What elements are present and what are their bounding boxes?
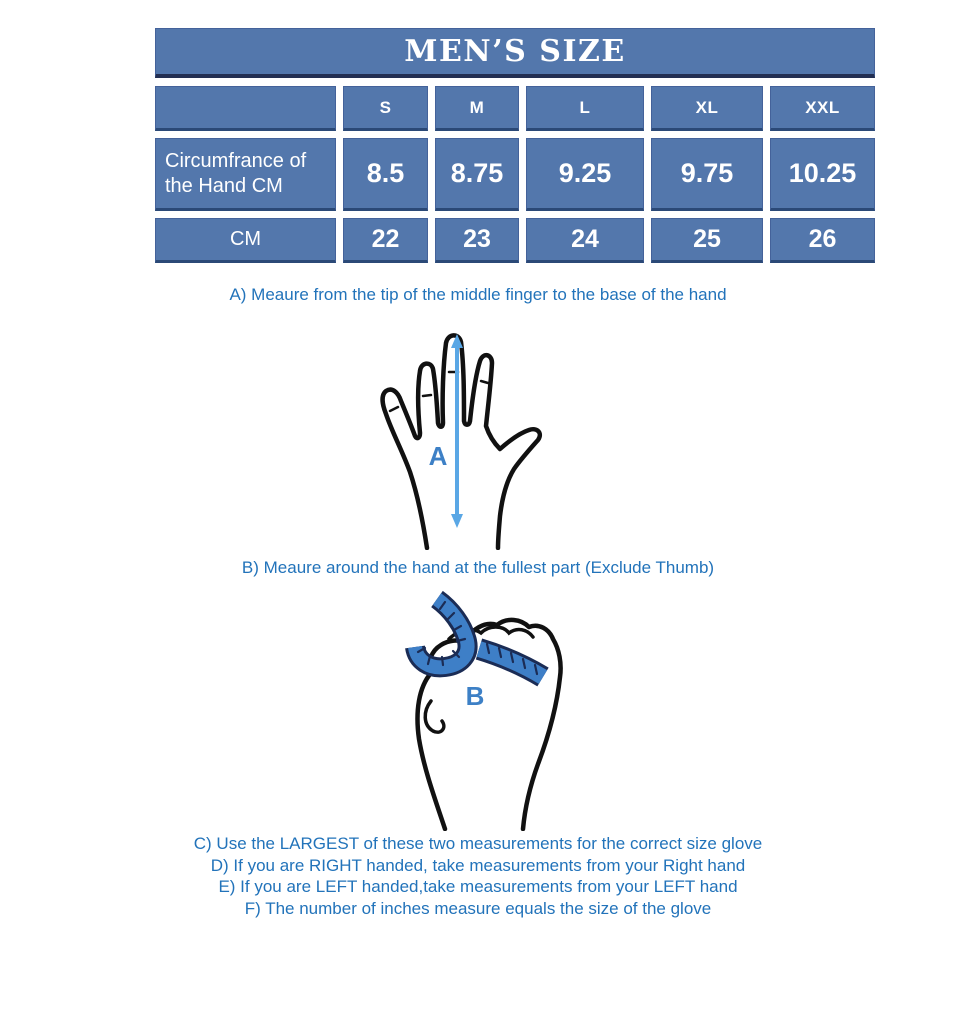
fist-measure-label: B (465, 681, 485, 711)
size-header-l: L (526, 86, 644, 131)
size-header-s: S (343, 86, 428, 131)
footer-notes (0, 833, 956, 919)
hand-measure-label: A (428, 441, 448, 471)
instruction-e: E) If you are LEFT handed,take measurements from your LEFT hand (218, 877, 738, 896)
table-title-bar (155, 28, 875, 78)
size-header-m: M (435, 86, 519, 131)
size-header-xl: XL (651, 86, 763, 131)
table-title: MEN’S SIZE (404, 34, 626, 69)
circumference-value-xl: 9.75 (651, 138, 763, 211)
cm-value-m: 23 (435, 218, 519, 263)
cm-row-label: CM (155, 218, 336, 263)
circumference-value-xxl: 10.25 (770, 138, 875, 211)
instruction-a: A) Meaure from the tip of the middle finger to the base of the hand (229, 285, 727, 304)
fist-measure-diagram (385, 583, 575, 831)
cm-value-l: 24 (526, 218, 644, 263)
circumference-value-m: 8.75 (435, 138, 519, 211)
instruction-b: B) Meaure around the hand at the fullest part (Exclude Thumb) (241, 558, 715, 577)
circumference-value-s: 8.5 (343, 138, 428, 211)
circumference-value-l: 9.25 (526, 138, 644, 211)
corner-cell (155, 86, 336, 131)
instruction-f: F) The number of inches measure equals the size of the glove (244, 898, 712, 918)
instruction-d: D) If you are RIGHT handed, take measurements from your Right hand (210, 855, 746, 875)
instruction-c: C) Use the LARGEST of these two measurements for the correct size glove (193, 834, 763, 853)
circumference-row-label: Circumfrance of the Hand CM (155, 138, 336, 211)
table-grid (155, 86, 875, 263)
cm-value-s: 22 (343, 218, 428, 263)
size-header-xxl: XXL (770, 86, 875, 131)
cm-value-xxl: 26 (770, 218, 875, 263)
size-chart-table (155, 28, 875, 263)
open-hand-diagram (357, 310, 557, 550)
cm-value-xl: 25 (651, 218, 763, 263)
